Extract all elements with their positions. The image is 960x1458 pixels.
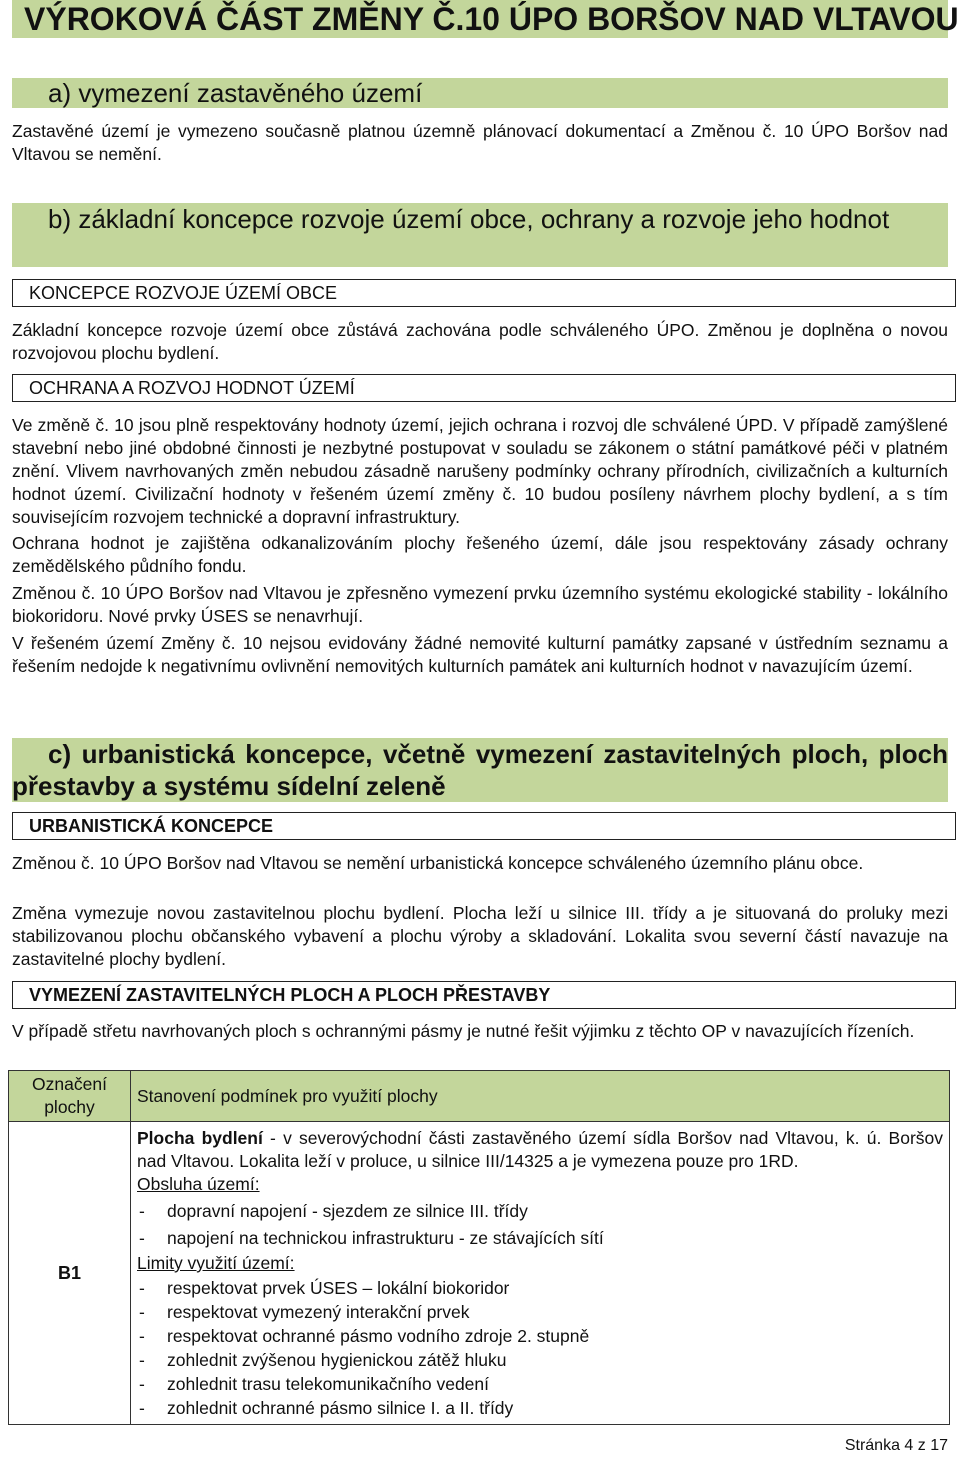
limit-item-4: zohlednit zvýšenou hygienickou zátěž hluku [167, 1350, 507, 1370]
limit-item-5: zohlednit trasu telekomunikačního vedení [167, 1374, 490, 1394]
section-a-heading: a) vymezení zastavěného území [12, 78, 948, 108]
conditions-table [8, 1070, 950, 1425]
section-c-text-protection-zones: V případě střetu navrhovaných ploch s ochrannými pásmy je nutné řešit výjimku z těchto OP v navazujících řízeních. [12, 1021, 915, 1041]
list-dash: - [139, 1374, 145, 1394]
list-item [137, 1373, 943, 1396]
area-type: Plocha bydlení [137, 1128, 263, 1148]
page-number: Stránka 4 z 17 [844, 1437, 948, 1454]
section-b-text-concept: Základní koncepce rozvoje území obce zůstává zachována podle schváleného ÚPO. Změnou je doplněna o novou rozvojovou plochu bydlení. [12, 320, 948, 363]
list-item [137, 1200, 943, 1223]
document-title: VÝROKOVÁ ČÁST ZMĚNY Č.10 ÚPO BORŠOV NAD VLTAVOU [12, 0, 948, 38]
table-header-area-id: Označení plochy [9, 1071, 131, 1122]
service-label: Obsluha území: [137, 1174, 260, 1194]
section-c-text-new-area: Změna vymezuje novou zastavitelnou plochu bydlení. Plocha leží u silnice III. třídy a je situovaná do proluky mezi stabilizovanou plochu občanského vybavení a plochu výroby a skladování. Lokalita svou severní částí navazuje na zastavitelné plochy bydlení. [12, 903, 948, 969]
list-dash: - [139, 1398, 145, 1418]
table-row [9, 1122, 950, 1425]
list-item [137, 1227, 943, 1250]
section-c-heading: c) urbanistická koncepce, včetně vymezení zastavitelných ploch, ploch přestavby a systému sídelní zeleně [12, 739, 948, 801]
section-b-subheading-protection: OCHRANA A ROZVOJ HODNOT ÚZEMÍ [12, 374, 956, 402]
area-description [137, 1127, 943, 1173]
list-item [137, 1277, 943, 1300]
list-dash: - [139, 1350, 145, 1370]
list-dash: - [139, 1278, 145, 1298]
section-b-text-uses: Změnou č. 10 ÚPO Boršov nad Vltavou je zpřesněno vymezení prvku územního systému ekologické stability - lokálního biokoridoru. Nové prvky ÚSES se nenavrhují. [12, 583, 948, 626]
list-item [137, 1301, 943, 1324]
table-header-row [9, 1071, 950, 1122]
limit-item-6: zohlednit ochranné pásmo silnice I. a II. třídy [167, 1398, 514, 1418]
area-description-text: - v severovýchodní části zastavěného území sídla Boršov nad Vltavou, k. ú. Boršov nad Vltavou. Lokalita leží v proluce, u silnice III/14325 a je vymezena pouze pro 1RD. [137, 1128, 944, 1171]
list-item [137, 1325, 943, 1348]
section-a-text: Zastavěné území je vymezeno současně platnou územně plánovací dokumentací a Změnou č. 10 ÚPO Boršov nad Vltavou se nemění. [12, 121, 948, 164]
section-b-text-protection: Ve změně č. 10 jsou plně respektovány hodnoty území, jejich ochrana i rozvoj dle schválené ÚPD. V případě zamýšlené stavební nebo jiné obdobné činnosti je nezbytné postupovat v souladu se zákonem o státní památkové péči v platném znění. Vlivem navrhovaných změn nebudou zásadně narušeny podmínky ochrany přírodních, civilizačních a kulturních hodnot území. Civilizační hodnoty v řešeném území změny č. 10 budou posíleny návrhem plochy bydlení, a s tím souvisejícím rozvojem technické a dopravní infrastruktury. [12, 415, 948, 527]
list-item [137, 1397, 943, 1420]
section-c-subheading-areas: VYMEZENÍ ZASTAVITELNÝCH PLOCH A PLOCH PŘESTAVBY [12, 981, 956, 1009]
service-item-1: dopravní napojení - sjezdem ze silnice III. třídy [167, 1201, 528, 1221]
list-item [137, 1349, 943, 1372]
limits-label: Limity využití území: [137, 1253, 295, 1273]
limit-item-3: respektovat ochranné pásmo vodního zdroje 2. stupně [167, 1326, 590, 1346]
list-dash: - [139, 1228, 145, 1248]
table-header-conditions: Stanovení podmínek pro využití plochy [131, 1071, 950, 1122]
limit-item-1: respektovat prvek ÚSES – lokální biokoridor [167, 1278, 510, 1298]
area-id-cell: B1 [9, 1122, 131, 1425]
list-dash: - [139, 1201, 145, 1221]
section-b-subheading-concept: KONCEPCE ROZVOJE ÚZEMÍ OBCE [12, 279, 956, 307]
service-item-2: napojení na technickou infrastrukturu - ze stávajících sítí [167, 1228, 604, 1248]
limit-item-2: respektovat vymezený interakční prvek [167, 1302, 470, 1322]
list-dash: - [139, 1326, 145, 1346]
section-b-text-monuments: V řešeném území Změny č. 10 nejsou evidovány žádné nemovité kulturní památky zapsané v ústředním seznamu a řešením nedojde k negativnímu ovlivnění nemovitých kulturních památek ani kulturních hodnot v navazujícím území. [12, 633, 948, 676]
section-c-subheading-urban: URBANISTICKÁ KONCEPCE [12, 812, 956, 840]
section-b-heading: b) základní koncepce rozvoje území obce, ochrany a rozvoje jeho hodnot [12, 203, 948, 267]
conditions-cell [131, 1122, 950, 1425]
list-dash: - [139, 1302, 145, 1322]
section-c-text-urban: Změnou č. 10 ÚPO Boršov nad Vltavou se nemění urbanistická koncepce schváleného územního plánu obce. [12, 853, 864, 873]
section-b-text-sewerage: Ochrana hodnot je zajištěna odkanalizováním plochy řešeného území, dále jsou respektovány zásady ochrany zemědělského půdního fondu. [12, 533, 948, 576]
